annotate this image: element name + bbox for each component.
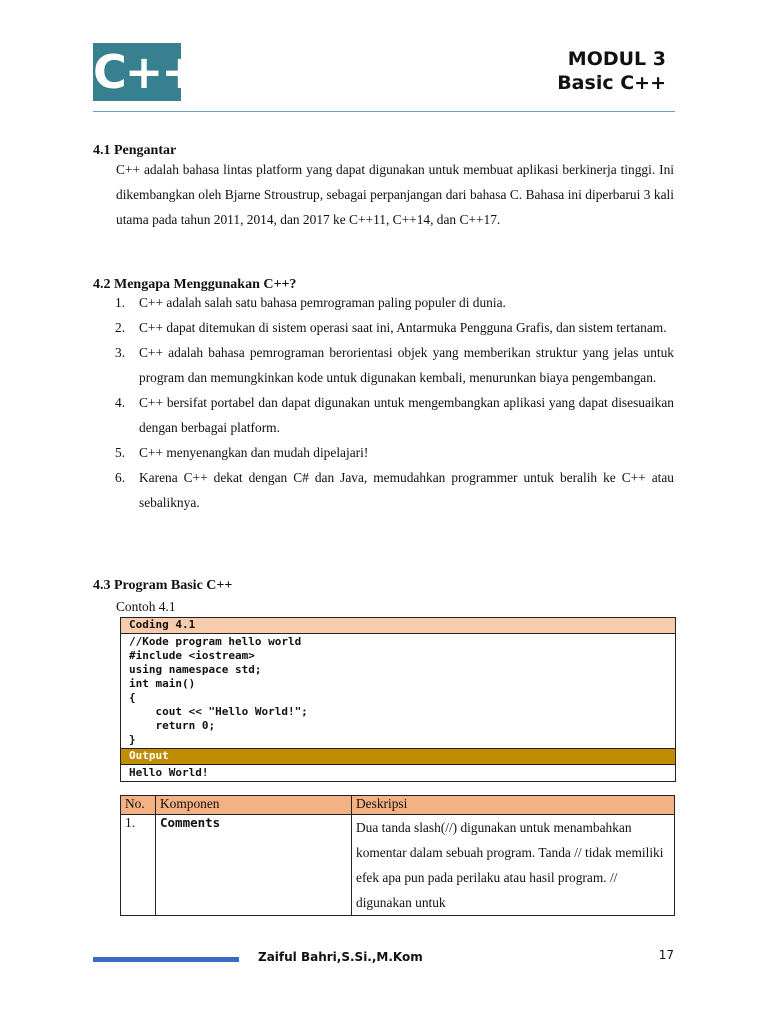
cell-no: 1. bbox=[121, 815, 156, 916]
list-item bbox=[93, 340, 674, 390]
coding-label: Coding 4.1 bbox=[129, 618, 196, 631]
list-text: C++ dapat ditemukan di sistem operasi saat ini, Antarmuka Pengguna Grafis, dan sistem tertanam. bbox=[139, 320, 667, 335]
column-header-deskripsi: Deskripsi bbox=[352, 796, 675, 815]
footer-author: Zaiful Bahri,S.Si.,M.Kom bbox=[258, 950, 423, 964]
list-number: 3. bbox=[115, 345, 126, 360]
coding-label-bar bbox=[121, 618, 675, 634]
code-line: return 0; bbox=[129, 719, 216, 732]
list-number: 6. bbox=[115, 470, 126, 485]
section-title-program: 4.3 Program Basic C++ bbox=[93, 578, 233, 593]
list-number: 5. bbox=[115, 445, 126, 460]
code-body bbox=[121, 634, 675, 748]
module-subtitle: Basic C++ bbox=[557, 72, 666, 94]
column-header-komponen: Komponen bbox=[156, 796, 352, 815]
code-line: //Kode program hello world bbox=[129, 635, 302, 648]
module-title: MODUL 3 bbox=[567, 48, 666, 70]
table-header-row bbox=[121, 796, 675, 815]
list-item bbox=[93, 390, 674, 440]
section-title-mengapa: 4.2 Mengapa Menggunakan C++? bbox=[93, 277, 297, 292]
list-text: C++ menyenangkan dan mudah dipelajari! bbox=[139, 445, 369, 460]
example-label: Contoh 4.1 bbox=[116, 599, 176, 614]
list-item bbox=[93, 440, 674, 465]
table-row bbox=[121, 815, 675, 916]
paragraph-pengantar: C++ adalah bahasa lintas platform yang dapat digunakan untuk membuat aplikasi berkinerja tinggi. Ini dikembangkan oleh Bjarne Stroustrup, sebagai perpanjangan dari bahasa C. Bahasa ini diperbarui 3 kali utama pada tahun 2011, 2014, dan 2017 ke C++11, C++14, dan C++17. bbox=[116, 162, 674, 227]
code-line: { bbox=[129, 691, 136, 704]
code-line: cout << "Hello World!"; bbox=[129, 705, 308, 718]
header-rule bbox=[93, 111, 675, 112]
list-number: 4. bbox=[115, 395, 126, 410]
list-text: C++ adalah bahasa pemrograman berorientasi objek yang memberikan struktur yang jelas untuk program dan memungkinkan kode untuk digunakan kembali, menurunkan biaya pengembangan. bbox=[139, 345, 674, 385]
reasons-list bbox=[93, 290, 674, 515]
page-number: 17 bbox=[658, 948, 674, 962]
list-item bbox=[93, 465, 674, 515]
list-text: Karena C++ dekat dengan C# dan Java, memudahkan programmer untuk beralih ke C++ atau sebaliknya. bbox=[139, 470, 674, 510]
list-item bbox=[93, 315, 674, 340]
column-header-no: No. bbox=[121, 796, 156, 815]
cell-komponen-text: Comments bbox=[160, 815, 221, 830]
output-text: Hello World! bbox=[129, 766, 209, 779]
code-line: } bbox=[129, 733, 136, 746]
output-label-bar bbox=[121, 748, 675, 765]
code-line: #include <iostream> bbox=[129, 649, 255, 662]
list-number: 2. bbox=[115, 320, 126, 335]
code-line: using namespace std; bbox=[129, 663, 262, 676]
list-item bbox=[93, 290, 674, 315]
module-header bbox=[557, 47, 666, 95]
section-title-pengantar: 4.1 Pengantar bbox=[93, 143, 177, 158]
footer-bar bbox=[93, 957, 239, 962]
output-label: Output bbox=[129, 749, 169, 762]
code-block bbox=[120, 617, 676, 782]
list-text: C++ adalah salah satu bahasa pemrograman paling populer di dunia. bbox=[139, 295, 506, 310]
list-number: 1. bbox=[115, 295, 126, 310]
cell-deskripsi: Dua tanda slash(//) digunakan untuk menambahkan komentar dalam sebuah program. Tanda // tidak memiliki efek apa pun pada perilaku atau hasil program. // digunakan untuk bbox=[352, 815, 675, 916]
components-table bbox=[120, 795, 675, 916]
code-line: int main() bbox=[129, 677, 196, 690]
cell-komponen bbox=[156, 815, 352, 916]
cpp-logo: C++ bbox=[93, 45, 198, 99]
list-text: C++ bersifat portabel dan dapat digunakan untuk mengembangkan aplikasi yang dapat disesuaikan dengan berbagai platform. bbox=[139, 395, 674, 435]
